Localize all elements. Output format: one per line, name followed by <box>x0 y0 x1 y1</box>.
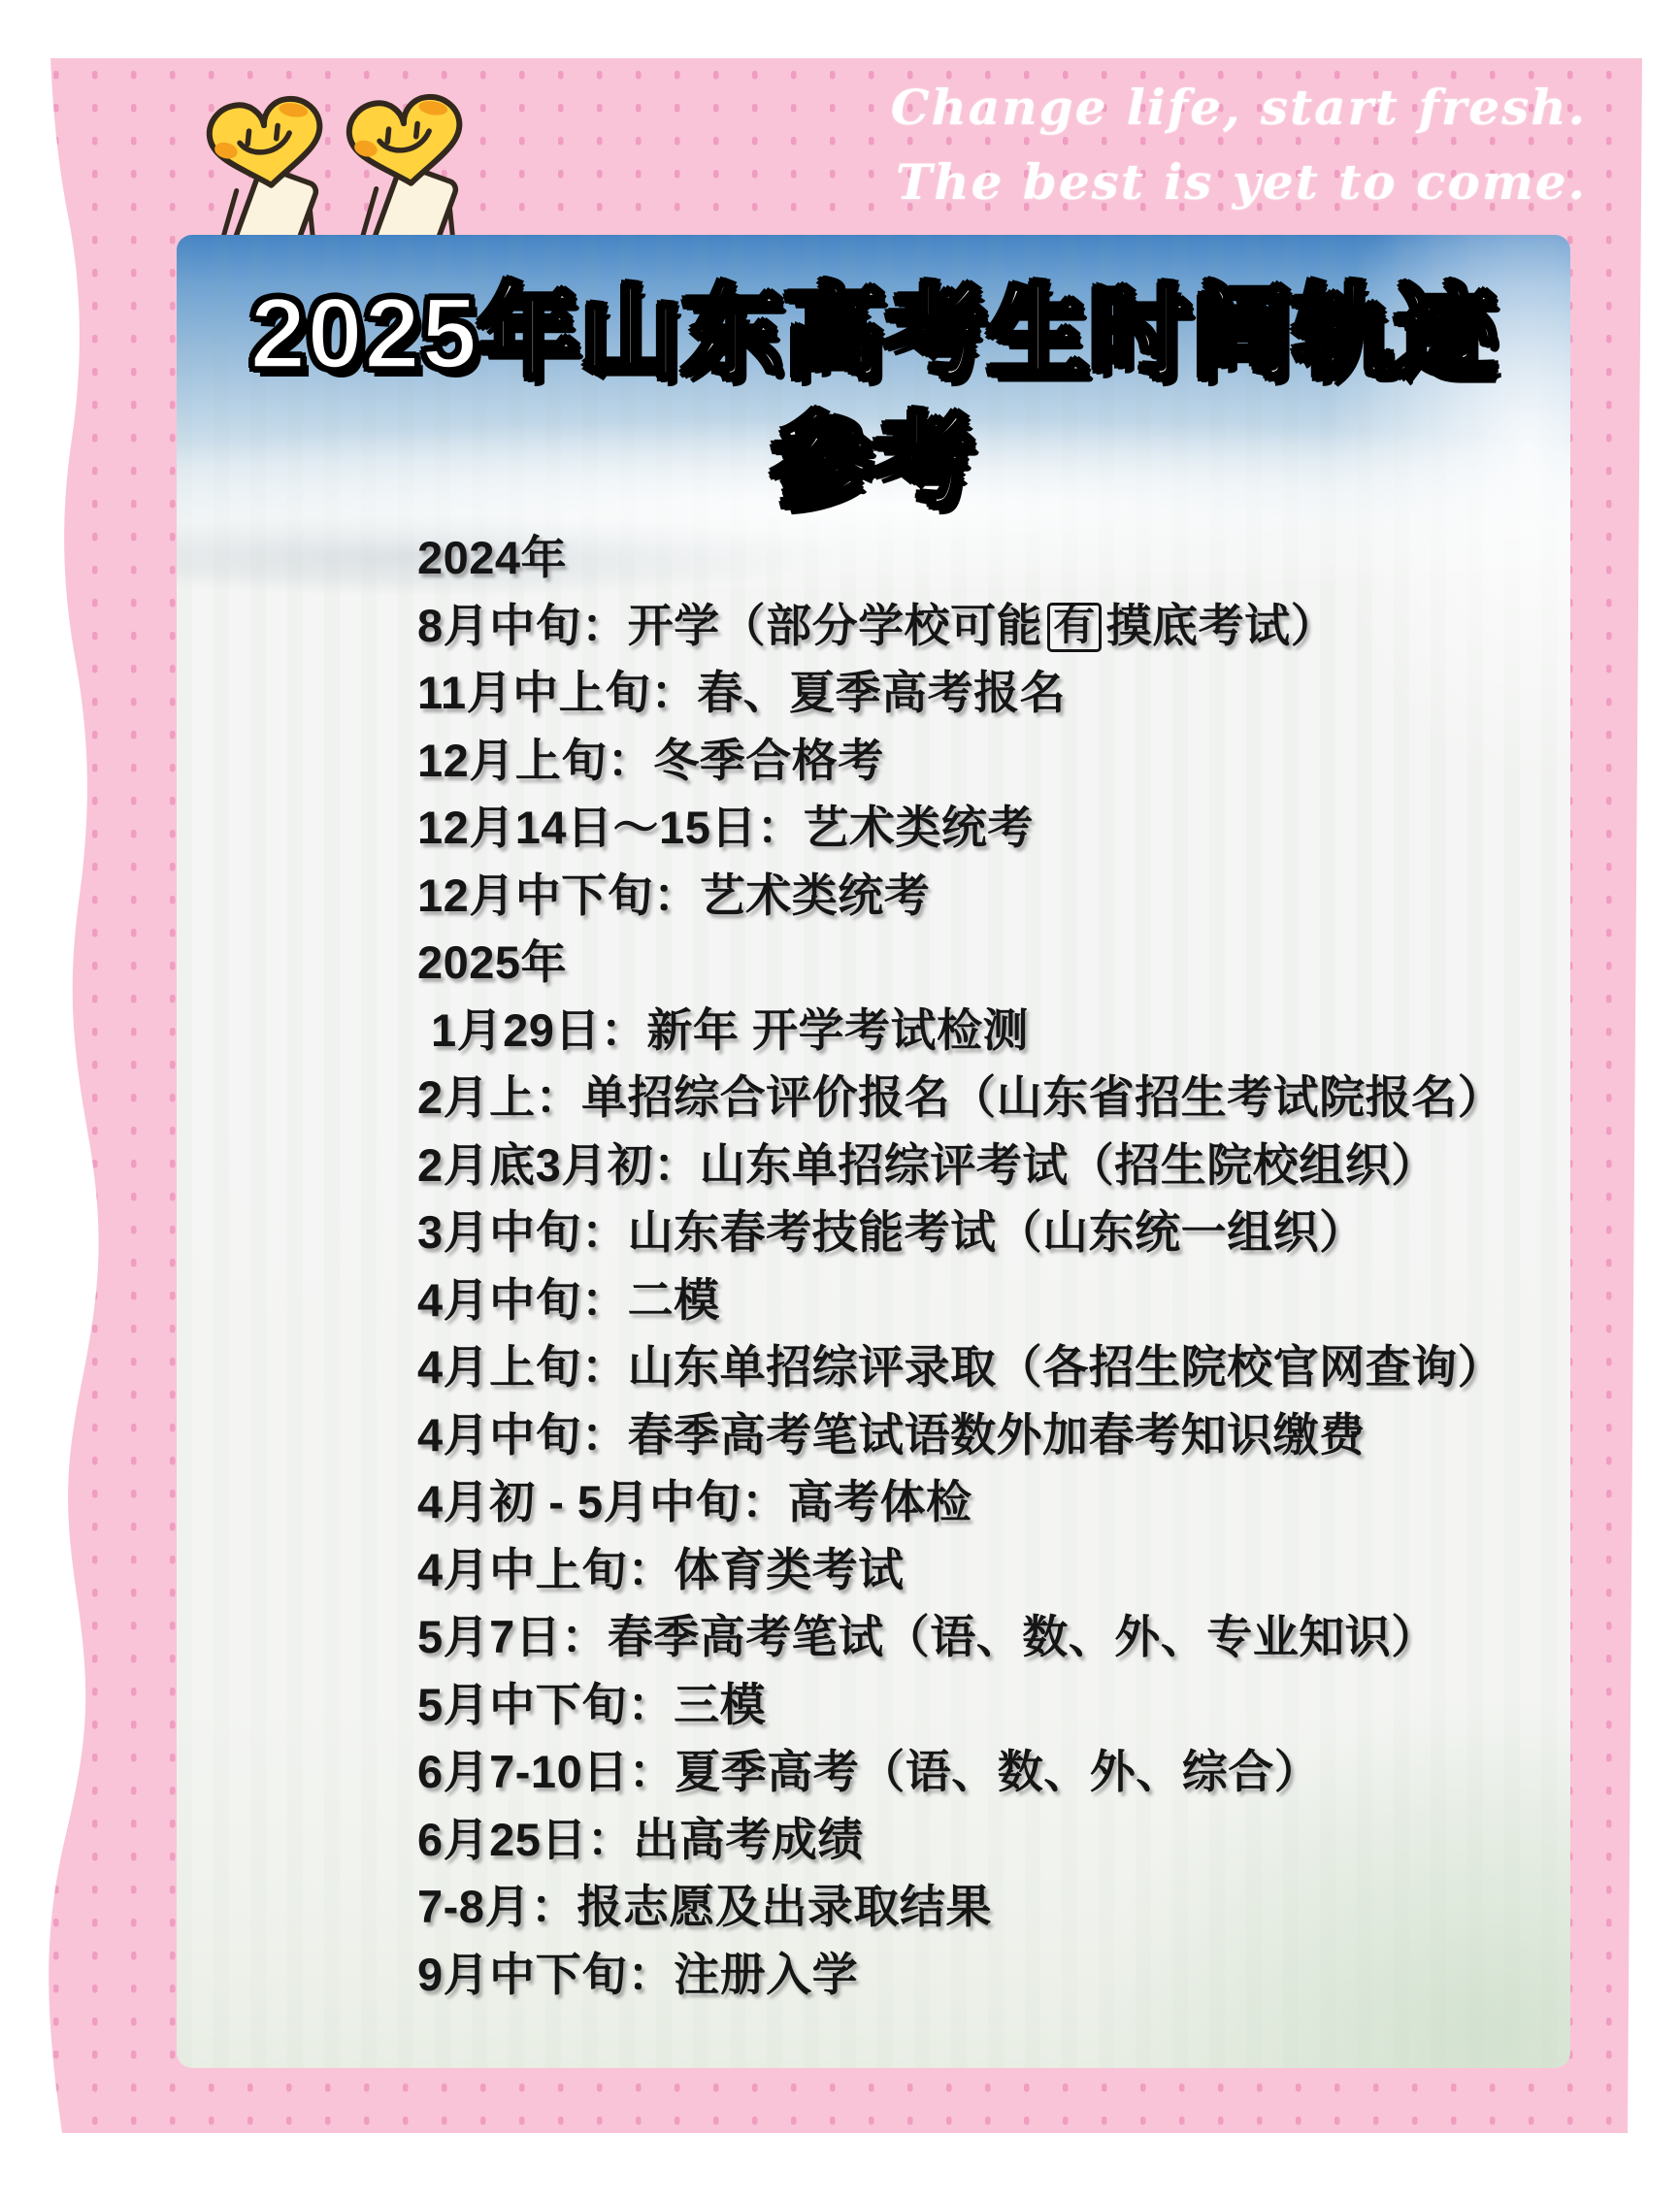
timeline-item-text: 2025年 <box>417 936 568 988</box>
timeline-item-text: 2024年 <box>417 532 568 583</box>
timeline-item-text: 5月7日：春季高考笔试（语、数、外、专业知识） <box>417 1611 1437 1662</box>
timeline-item <box>417 1064 1503 1132</box>
boxed-character: 有 <box>1047 603 1102 653</box>
timeline-item-text: 1月29日：新年 开学考试检测 <box>431 1003 1029 1056</box>
timeline-item-text: 6月7-10日：夏季高考（语、数、外、综合） <box>417 1746 1321 1797</box>
timeline-item <box>417 929 1503 997</box>
timeline-item-text: 8月中旬：开学（部分学校可能 <box>417 599 1043 651</box>
timeline-item-text: 3月中旬：山东春考技能考试（山东统一组织） <box>417 1206 1366 1258</box>
timeline-item-text: 6月25日：出高考成绩 <box>417 1813 864 1865</box>
timeline-item <box>417 659 1503 727</box>
timeline-item <box>417 1536 1503 1604</box>
timeline-item <box>417 1603 1503 1671</box>
timeline-item-text: 4月上旬：山东单招综评录取（各招生院校官网查询） <box>417 1341 1504 1393</box>
quote <box>891 70 1587 219</box>
timeline-item <box>417 727 1503 795</box>
timeline-item-text: 2月底3月初：山东单招综评考试（招生院校组织） <box>417 1138 1437 1191</box>
timeline-item <box>417 1198 1503 1266</box>
timeline-item <box>417 862 1503 930</box>
timeline-item-text: 2月上：单招综合评价报名（山东省招生考试院报名） <box>417 1071 1504 1123</box>
timeline-item-text: 12月上旬：冬季合格考 <box>417 734 884 786</box>
timeline-item <box>417 1266 1503 1334</box>
timeline-item <box>417 1941 1503 2009</box>
quote-line-1: Change life, start fresh. <box>890 79 1587 136</box>
timeline-item <box>417 1873 1503 1941</box>
timeline-item <box>417 1401 1503 1469</box>
quote-line-2: The best is yet to come. <box>896 153 1587 211</box>
timeline-item <box>417 524 1503 592</box>
timeline-item-text: 12月14日～15日：艺术类统考 <box>417 802 1034 853</box>
timeline-item-text: 11月中上旬：春、夏季高考报名 <box>417 667 1067 718</box>
title-line-2: 参考 <box>771 406 975 518</box>
poster-title <box>177 270 1570 526</box>
heart-smiley-icon <box>332 83 478 248</box>
timeline-item <box>417 794 1503 862</box>
timeline-item <box>417 1806 1503 1874</box>
heart-smiley-icon <box>192 85 338 250</box>
timeline-item-text: 4月中旬：春季高考笔试语数外加春考知识缴费 <box>417 1408 1366 1461</box>
timeline-item <box>417 1671 1503 1739</box>
timeline-item <box>417 1333 1503 1401</box>
timeline-item-text: 9月中下旬：注册入学 <box>417 1948 859 2000</box>
timeline-item <box>417 1738 1503 1806</box>
timeline-list <box>417 524 1503 2008</box>
timeline-item <box>417 592 1503 660</box>
timeline-item <box>417 1468 1503 1536</box>
timeline-item-text: 4月中上旬：体育类考试 <box>417 1543 905 1595</box>
timeline-item <box>417 1132 1503 1199</box>
timeline-item-text: 摸底考试） <box>1105 599 1337 651</box>
timeline-item-text: 4月中旬：二模 <box>417 1273 720 1326</box>
timeline-item <box>417 997 1503 1065</box>
title-line-1: 2025年山东高考生时间轨迹 <box>249 278 1498 390</box>
timeline-item-text: 4月初 - 5月中旬：高考体检 <box>417 1476 972 1527</box>
timeline-item-text: 5月中下旬：三模 <box>417 1678 767 1730</box>
content-card <box>177 235 1570 2068</box>
timeline-item-text: 7-8月：报志愿及出录取结果 <box>417 1881 992 1932</box>
timeline-item-text: 12月中下旬：艺术类统考 <box>417 869 931 921</box>
